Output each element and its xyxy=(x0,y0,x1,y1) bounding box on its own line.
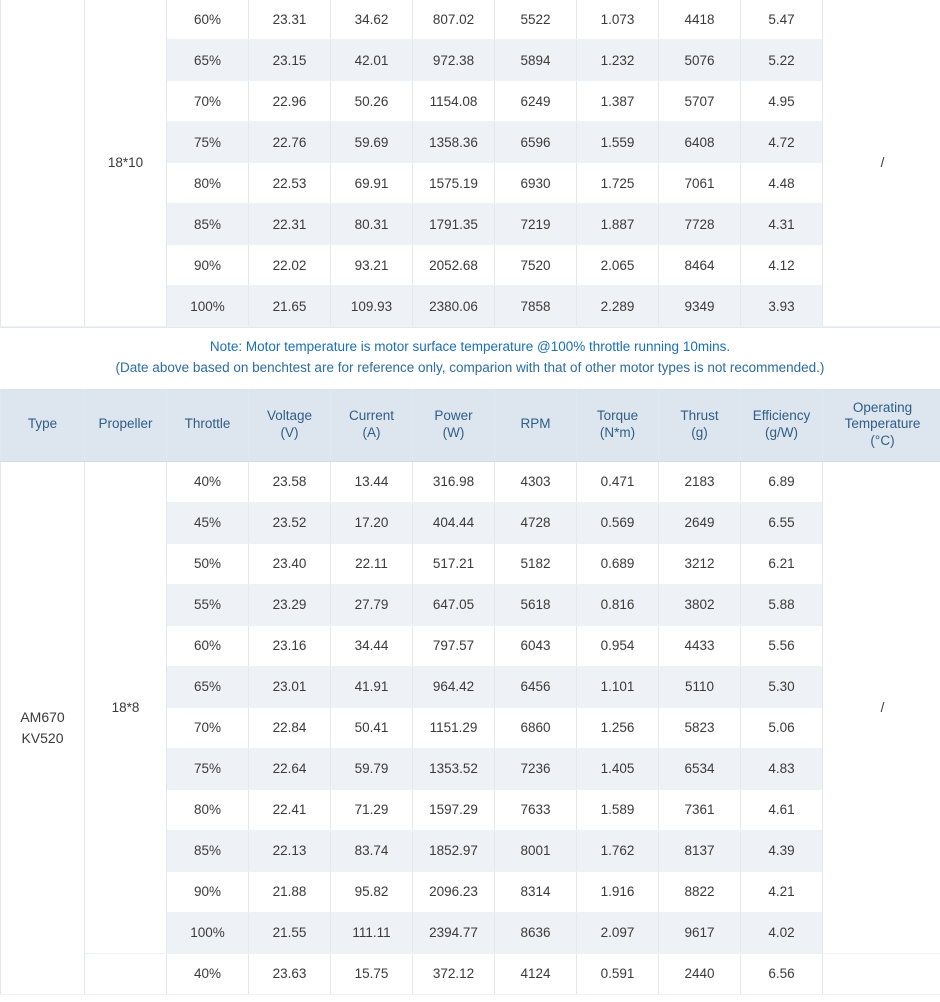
cell-rpm: 5618 xyxy=(495,584,577,625)
type-line-1: AM670 xyxy=(20,708,65,725)
cell-rpm: 6860 xyxy=(495,707,577,748)
cell-power: 1597.29 xyxy=(413,789,495,830)
cell-current: 13.44 xyxy=(331,461,413,502)
cell-torque: 1.405 xyxy=(577,748,659,789)
cell-thrust: 9617 xyxy=(659,912,741,953)
cell-current: 59.69 xyxy=(331,122,413,163)
cell-current: 71.29 xyxy=(331,789,413,830)
cell-power: 797.57 xyxy=(413,625,495,666)
cell-power: 1358.36 xyxy=(413,122,495,163)
cell-throttle: 75% xyxy=(167,748,249,789)
cell-rpm: 7858 xyxy=(495,286,577,327)
header-efficiency-unit: (g/W) xyxy=(765,424,798,440)
cell-efficiency: 5.88 xyxy=(741,584,823,625)
cell-rpm: 6930 xyxy=(495,163,577,204)
header-voltage xyxy=(249,389,331,462)
cell-power: 647.05 xyxy=(413,584,495,625)
cell-voltage: 23.63 xyxy=(249,953,331,994)
cell-efficiency: 4.95 xyxy=(741,81,823,122)
cell-rpm: 5894 xyxy=(495,40,577,81)
cell-efficiency: 6.21 xyxy=(741,543,823,584)
cell-torque: 0.954 xyxy=(577,625,659,666)
cell-efficiency: 4.02 xyxy=(741,912,823,953)
cell-thrust: 8822 xyxy=(659,871,741,912)
cell-voltage: 22.53 xyxy=(249,163,331,204)
header-throttle: Throttle xyxy=(167,389,249,462)
header-voltage-label: Voltage xyxy=(266,407,313,423)
propeller-cell-next xyxy=(85,953,167,994)
cell-torque: 2.289 xyxy=(577,286,659,327)
cell-current: 34.62 xyxy=(331,0,413,40)
cell-rpm: 5182 xyxy=(495,543,577,584)
cell-voltage: 22.64 xyxy=(249,748,331,789)
cell-throttle: 85% xyxy=(167,204,249,245)
cell-torque: 0.689 xyxy=(577,543,659,584)
cell-thrust: 2183 xyxy=(659,461,741,502)
cell-thrust: 2440 xyxy=(659,953,741,994)
header-thrust-unit: (g) xyxy=(691,424,708,440)
header-propeller: Propeller xyxy=(85,389,167,462)
type-cell-top xyxy=(1,0,85,327)
cell-throttle: 65% xyxy=(167,40,249,81)
header-current-unit: (A) xyxy=(362,424,381,440)
table-row xyxy=(1,0,940,40)
cell-thrust: 7361 xyxy=(659,789,741,830)
cell-voltage: 21.65 xyxy=(249,286,331,327)
cell-torque: 0.816 xyxy=(577,584,659,625)
cell-power: 807.02 xyxy=(413,0,495,40)
cell-rpm: 7236 xyxy=(495,748,577,789)
cell-throttle: 75% xyxy=(167,122,249,163)
cell-torque: 2.065 xyxy=(577,245,659,286)
header-power-unit: (W) xyxy=(442,424,465,440)
cell-rpm: 8636 xyxy=(495,912,577,953)
cell-voltage: 21.55 xyxy=(249,912,331,953)
cell-current: 80.31 xyxy=(331,204,413,245)
cell-current: 95.82 xyxy=(331,871,413,912)
cell-efficiency: 4.48 xyxy=(741,163,823,204)
cell-torque: 1.256 xyxy=(577,707,659,748)
cell-current: 22.11 xyxy=(331,543,413,584)
cell-efficiency: 4.61 xyxy=(741,789,823,830)
cell-power: 1791.35 xyxy=(413,204,495,245)
cell-voltage: 23.52 xyxy=(249,502,331,543)
cell-thrust: 2649 xyxy=(659,502,741,543)
operating-temperature-cell-top: / xyxy=(823,0,940,327)
cell-efficiency: 6.56 xyxy=(741,953,823,994)
header-power-label: Power xyxy=(434,407,473,423)
cell-power: 2096.23 xyxy=(413,871,495,912)
cell-current: 34.44 xyxy=(331,625,413,666)
cell-throttle: 60% xyxy=(167,625,249,666)
cell-voltage: 23.58 xyxy=(249,461,331,502)
cell-voltage: 23.16 xyxy=(249,625,331,666)
cell-efficiency: 4.72 xyxy=(741,122,823,163)
cell-voltage: 23.31 xyxy=(249,0,331,40)
cell-torque: 0.591 xyxy=(577,953,659,994)
cell-rpm: 6249 xyxy=(495,81,577,122)
cell-voltage: 21.88 xyxy=(249,871,331,912)
table-bottom-body xyxy=(1,461,940,994)
table-header-row xyxy=(1,389,940,462)
cell-power: 2380.06 xyxy=(413,286,495,327)
operating-temperature-cell-next xyxy=(823,953,940,994)
header-thrust-label: Thrust xyxy=(680,407,719,423)
cell-torque: 1.387 xyxy=(577,81,659,122)
header-rpm: RPM xyxy=(495,389,577,462)
cell-torque: 1.762 xyxy=(577,830,659,871)
cell-voltage: 23.01 xyxy=(249,666,331,707)
cell-torque: 2.097 xyxy=(577,912,659,953)
propeller-cell-top: 18*10 xyxy=(85,0,167,327)
cell-throttle: 80% xyxy=(167,163,249,204)
cell-throttle: 70% xyxy=(167,81,249,122)
cell-rpm: 8001 xyxy=(495,830,577,871)
benchtest-table-top xyxy=(0,0,940,327)
table-row xyxy=(1,461,940,502)
header-torque xyxy=(577,389,659,462)
header-operating-temperature xyxy=(823,389,940,462)
cell-current: 15.75 xyxy=(331,953,413,994)
cell-rpm: 4303 xyxy=(495,461,577,502)
cell-current: 17.20 xyxy=(331,502,413,543)
cell-efficiency: 4.39 xyxy=(741,830,823,871)
cell-thrust: 7061 xyxy=(659,163,741,204)
cell-throttle: 50% xyxy=(167,543,249,584)
cell-throttle: 55% xyxy=(167,584,249,625)
cell-thrust: 7728 xyxy=(659,204,741,245)
cell-torque: 0.569 xyxy=(577,502,659,543)
cell-thrust: 5823 xyxy=(659,707,741,748)
cell-power: 316.98 xyxy=(413,461,495,502)
cell-torque: 0.471 xyxy=(577,461,659,502)
note-line-primary: Note: Motor temperature is motor surface temperature @100% throttle running 10mins. xyxy=(209,339,731,354)
cell-thrust: 9349 xyxy=(659,286,741,327)
cell-throttle: 90% xyxy=(167,871,249,912)
cell-current: 27.79 xyxy=(331,584,413,625)
cell-voltage: 22.76 xyxy=(249,122,331,163)
header-temp-line2: Temperature xyxy=(844,416,921,432)
cell-efficiency: 5.06 xyxy=(741,707,823,748)
cell-rpm: 4124 xyxy=(495,953,577,994)
cell-thrust: 5076 xyxy=(659,40,741,81)
cell-power: 972.38 xyxy=(413,40,495,81)
cell-current: 50.26 xyxy=(331,81,413,122)
cell-torque: 1.232 xyxy=(577,40,659,81)
header-voltage-unit: (V) xyxy=(280,424,299,440)
cell-power: 404.44 xyxy=(413,502,495,543)
cell-power: 1852.97 xyxy=(413,830,495,871)
cell-rpm: 7219 xyxy=(495,204,577,245)
cell-rpm: 6596 xyxy=(495,122,577,163)
cell-torque: 1.073 xyxy=(577,0,659,40)
cell-throttle: 70% xyxy=(167,707,249,748)
cell-efficiency: 6.55 xyxy=(741,502,823,543)
cell-throttle: 100% xyxy=(167,912,249,953)
cell-power: 2052.68 xyxy=(413,245,495,286)
cell-voltage: 22.96 xyxy=(249,81,331,122)
cell-voltage: 22.02 xyxy=(249,245,331,286)
cell-thrust: 4433 xyxy=(659,625,741,666)
cell-rpm: 5522 xyxy=(495,0,577,40)
cell-thrust: 8137 xyxy=(659,830,741,871)
cell-efficiency: 4.21 xyxy=(741,871,823,912)
cell-power: 517.21 xyxy=(413,543,495,584)
cell-voltage: 23.15 xyxy=(249,40,331,81)
cell-efficiency: 6.89 xyxy=(741,461,823,502)
cell-torque: 1.725 xyxy=(577,163,659,204)
cell-current: 59.79 xyxy=(331,748,413,789)
cell-rpm: 6043 xyxy=(495,625,577,666)
cell-torque: 1.559 xyxy=(577,122,659,163)
cell-efficiency: 5.47 xyxy=(741,0,823,40)
note-line-secondary: (Date above based on benchtest are for reference only, comparion with that of other motor types is not recommended.) xyxy=(115,359,825,375)
cell-throttle: 45% xyxy=(167,502,249,543)
cell-efficiency: 5.30 xyxy=(741,666,823,707)
cell-rpm: 6456 xyxy=(495,666,577,707)
header-current-label: Current xyxy=(348,407,394,423)
cell-throttle: 85% xyxy=(167,830,249,871)
header-torque-label: Torque xyxy=(596,407,639,423)
table-top-body xyxy=(1,0,940,327)
cell-thrust: 3802 xyxy=(659,584,741,625)
cell-throttle: 60% xyxy=(167,0,249,40)
cell-power: 372.12 xyxy=(413,953,495,994)
operating-temperature-cell-bottom: / xyxy=(823,461,940,953)
propeller-cell-bottom: 18*8 xyxy=(85,461,167,953)
cell-rpm: 8314 xyxy=(495,871,577,912)
cell-efficiency: 4.12 xyxy=(741,245,823,286)
cell-efficiency: 4.83 xyxy=(741,748,823,789)
cell-thrust: 6534 xyxy=(659,748,741,789)
type-line-2: KV520 xyxy=(21,729,64,746)
cell-power: 1151.29 xyxy=(413,707,495,748)
cell-power: 1575.19 xyxy=(413,163,495,204)
cell-voltage: 22.41 xyxy=(249,789,331,830)
header-temp-line1: Operating xyxy=(852,399,913,415)
cell-current: 50.41 xyxy=(331,707,413,748)
cell-power: 2394.77 xyxy=(413,912,495,953)
cell-efficiency: 3.93 xyxy=(741,286,823,327)
cell-throttle: 80% xyxy=(167,789,249,830)
cell-voltage: 23.29 xyxy=(249,584,331,625)
header-efficiency xyxy=(741,389,823,462)
cell-throttle: 90% xyxy=(167,245,249,286)
cell-thrust: 8464 xyxy=(659,245,741,286)
benchtest-table-bottom xyxy=(0,389,940,995)
cell-thrust: 5110 xyxy=(659,666,741,707)
cell-current: 41.91 xyxy=(331,666,413,707)
cell-thrust: 4418 xyxy=(659,0,741,40)
cell-current: 69.91 xyxy=(331,163,413,204)
cell-torque: 1.887 xyxy=(577,204,659,245)
cell-rpm: 4728 xyxy=(495,502,577,543)
cell-throttle: 40% xyxy=(167,461,249,502)
cell-efficiency: 5.22 xyxy=(741,40,823,81)
type-cell-bottom xyxy=(1,461,85,994)
cell-efficiency: 4.31 xyxy=(741,204,823,245)
cell-current: 111.11 xyxy=(331,912,413,953)
cell-power: 1154.08 xyxy=(413,81,495,122)
cell-current: 93.21 xyxy=(331,245,413,286)
cell-current: 42.01 xyxy=(331,40,413,81)
cell-power: 1353.52 xyxy=(413,748,495,789)
cell-rpm: 7633 xyxy=(495,789,577,830)
header-current xyxy=(331,389,413,462)
cell-voltage: 22.31 xyxy=(249,204,331,245)
cell-power: 964.42 xyxy=(413,666,495,707)
header-thrust xyxy=(659,389,741,462)
cell-throttle: 65% xyxy=(167,666,249,707)
cell-efficiency: 5.56 xyxy=(741,625,823,666)
header-torque-unit: (N*m) xyxy=(599,424,636,440)
cell-torque: 1.101 xyxy=(577,666,659,707)
benchtest-note xyxy=(0,327,940,389)
header-type: Type xyxy=(1,389,85,462)
cell-torque: 1.916 xyxy=(577,871,659,912)
cell-torque: 1.589 xyxy=(577,789,659,830)
header-efficiency-label: Efficiency xyxy=(752,407,811,423)
header-temp-line3: (°C) xyxy=(870,433,895,449)
cell-current: 83.74 xyxy=(331,830,413,871)
cell-thrust: 3212 xyxy=(659,543,741,584)
cell-throttle: 100% xyxy=(167,286,249,327)
cell-current: 109.93 xyxy=(331,286,413,327)
cell-voltage: 22.84 xyxy=(249,707,331,748)
table-row xyxy=(1,953,940,994)
cell-voltage: 22.13 xyxy=(249,830,331,871)
cell-voltage: 23.40 xyxy=(249,543,331,584)
cell-rpm: 7520 xyxy=(495,245,577,286)
header-power xyxy=(413,389,495,462)
cell-throttle: 40% xyxy=(167,953,249,994)
cell-thrust: 6408 xyxy=(659,122,741,163)
cell-thrust: 5707 xyxy=(659,81,741,122)
